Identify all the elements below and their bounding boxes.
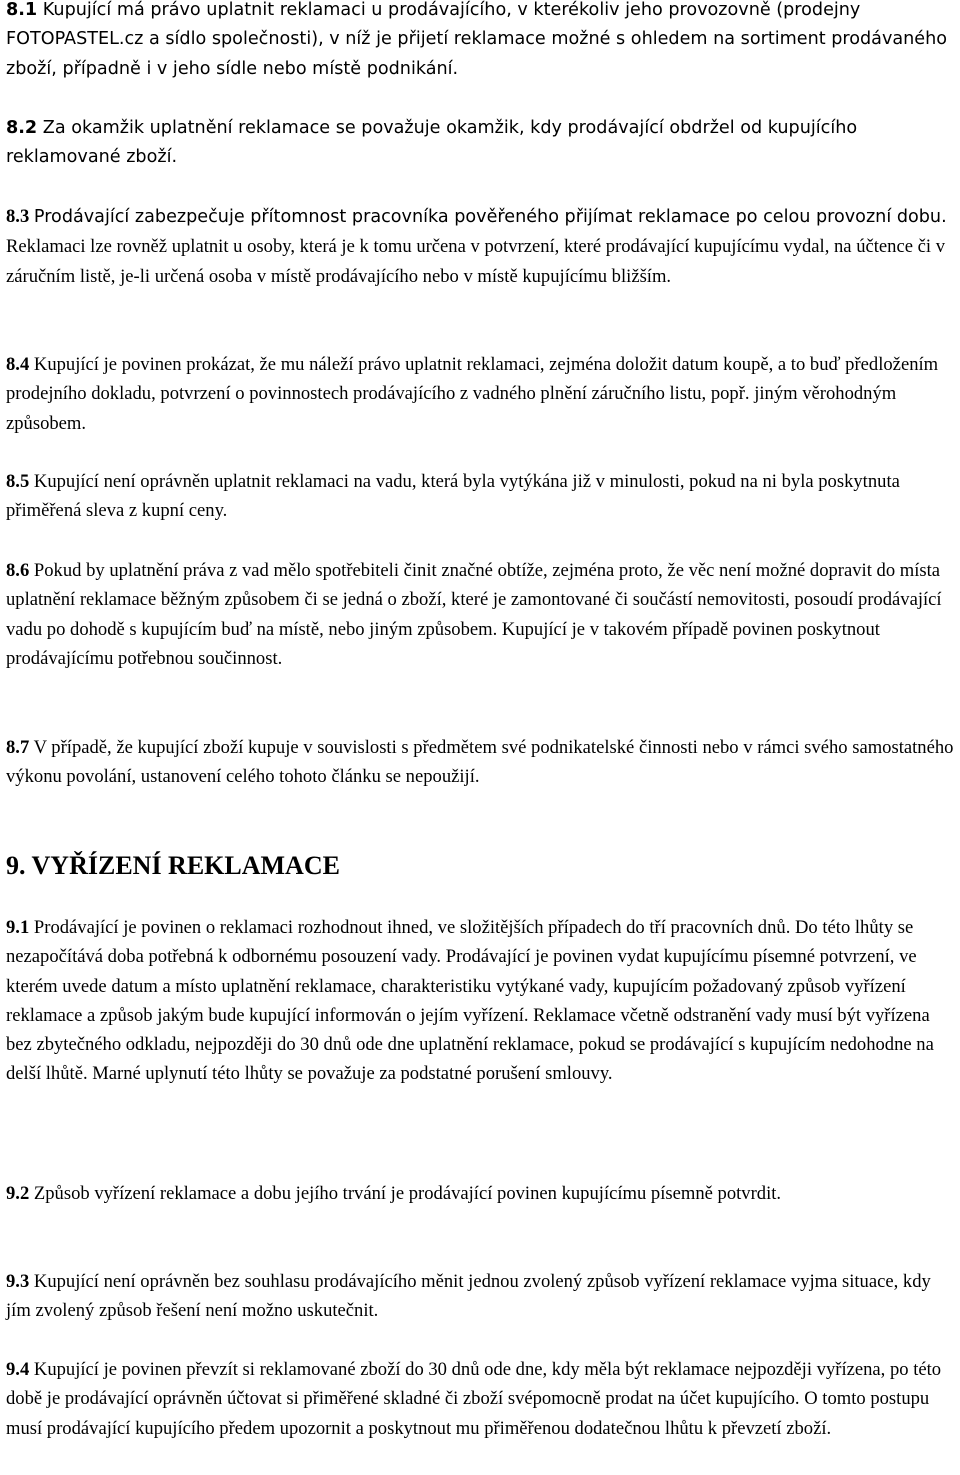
paragraph-9-2 (6, 1179, 954, 1208)
section-text-b: Reklamaci lze rovněž uplatnit u osoby, která je k tomu určena v potvrzení, které prodávající kupujícímu vydal, na účtence či v záručním listě, je-li určená osoba v místě prodávajícího nebo v místě kupujícímu bližším. (6, 236, 945, 287)
section-number: 9.1 (6, 917, 30, 938)
section-text: Kupující je povinen prokázat, že mu náleží právo uplatnit reklamaci, zejména doložit datum koupě, a to buď předložením prodejního dokladu, potvrzení o povinnostech prodávajícího z vadného plnění záručního listu, popř. jiným věrohodným způsobem. (6, 354, 939, 434)
paragraph-8-1 (6, 0, 954, 84)
section-text: Kupující je povinen převzít si reklamované zboží do 30 dnů ode dne, kdy měla být reklamace nejpozději vyřízena, po této době je prodávající oprávněn účtovat si přiměřené skladné či zboží svépomocně prodat na účet kupujícího. O tomto postupu musí prodávající kupujícího předem upozornit a poskytnout mu přiměřenou dodatečnou lhůtu k převzetí zboží. (6, 1359, 942, 1439)
paragraph-9-1 (6, 913, 954, 1089)
section-number: 8.2 (6, 118, 38, 138)
section-heading-9: 9. VYŘÍZENÍ REKLAMACE (6, 851, 340, 880)
paragraph-8-3 (6, 202, 954, 291)
section-number: 9.2 (6, 1183, 30, 1204)
section-number: 9.4 (6, 1359, 30, 1380)
section-text: Kupující má právo uplatnit reklamaci u prodávajícího, v kterékoliv jeho provozovně (prodejny FOTOPASTEL.cz a sídlo společnosti), v níž je přijetí reklamace možné s ohledem na sortiment prodávaného zboží, případně i v jeho sídle nebo místě podnikání. (6, 0, 948, 79)
section-text: Pokud by uplatnění práva z vad mělo spotřebiteli činit značné obtíže, zejména proto, že věc není možné dopravit do místa uplatnění reklamace běžným způsobem či se jedná o zboží, které je zamontované či součástí nemovitosti, posoudí prodávající vadu po dohodě s kupujícím buď na místě, nebo jiným způsobem. Kupující je v takovém případě povinen poskytnout prodávajícímu potřebnou součinnost. (6, 560, 942, 669)
section-number: 8.1 (6, 0, 38, 20)
section-text: Za okamžik uplatnění reklamace se považuje okamžik, kdy prodávající obdržel od kupujícího reklamované zboží. (6, 118, 858, 168)
paragraph-8-4 (6, 350, 954, 438)
paragraph-8-7 (6, 733, 954, 792)
paragraph-9-3 (6, 1267, 954, 1326)
section-number: 8.6 (6, 560, 30, 581)
section-text: Kupující není oprávněn bez souhlasu prodávajícího měnit jednou zvolený způsob vyřízení reklamace vyjma situace, kdy jím zvolený způsob řešení není možno uskutečnit. (6, 1271, 931, 1322)
paragraph-8-5 (6, 467, 954, 526)
section-text: Kupující není oprávněn uplatnit reklamaci na vadu, která byla vytýkána již v minulosti, pokud na ni byla poskytnuta přiměřená sleva z kupní ceny. (6, 471, 900, 522)
section-number: 8.4 (6, 354, 30, 375)
section-text: V případě, že kupující zboží kupuje v souvislosti s předmětem své podnikatelské činnosti nebo v rámci svého samostatného výkonu povolání, ustanovení celého tohoto článku se nepoužijí. (6, 737, 954, 788)
section-text: Způsob vyřízení reklamace a dobu jejího trvání je prodávající povinen kupujícímu písemně potvrdit. (33, 1183, 782, 1204)
section-text: Prodávající je povinen o reklamaci rozhodnout ihned, ve složitějších případech do tří pracovních dnů. Do této lhůty se nezapočítává doba potřebná k odbornému posouzení vady. Prodávající je povinen vydat kupujícímu písemné potvrzení, ve kterém uvede datum a místo uplatnění reklamace, charakteristiku vytýkané vady, kupujícím požadovaný způsob vyřízení reklamace a způsob jakým bude kupující informován o jejím vyřízení. Reklamace včetně odstranění vady musí být vyřízena bez zbytečného odkladu, nejpozději do 30 dnů ode dne uplatnění reklamace, pokud se prodávající s kupujícím nedohodne na delší lhůtě. Marné uplynutí této lhůty se považuje za podstatné porušení smlouvy. (6, 917, 934, 1085)
paragraph-8-6 (6, 556, 954, 673)
paragraph-9-4 (6, 1355, 954, 1443)
section-text-a: Prodávající zabezpečuje přítomnost pracovníka pověřeného přijímat reklamace po celou provozní dobu. (33, 207, 947, 227)
section-number: 8.5 (6, 471, 30, 492)
section-number: 8.3 (6, 206, 30, 227)
section-number: 9.3 (6, 1271, 30, 1292)
paragraph-8-2 (6, 114, 954, 173)
section-number: 8.7 (6, 737, 30, 758)
